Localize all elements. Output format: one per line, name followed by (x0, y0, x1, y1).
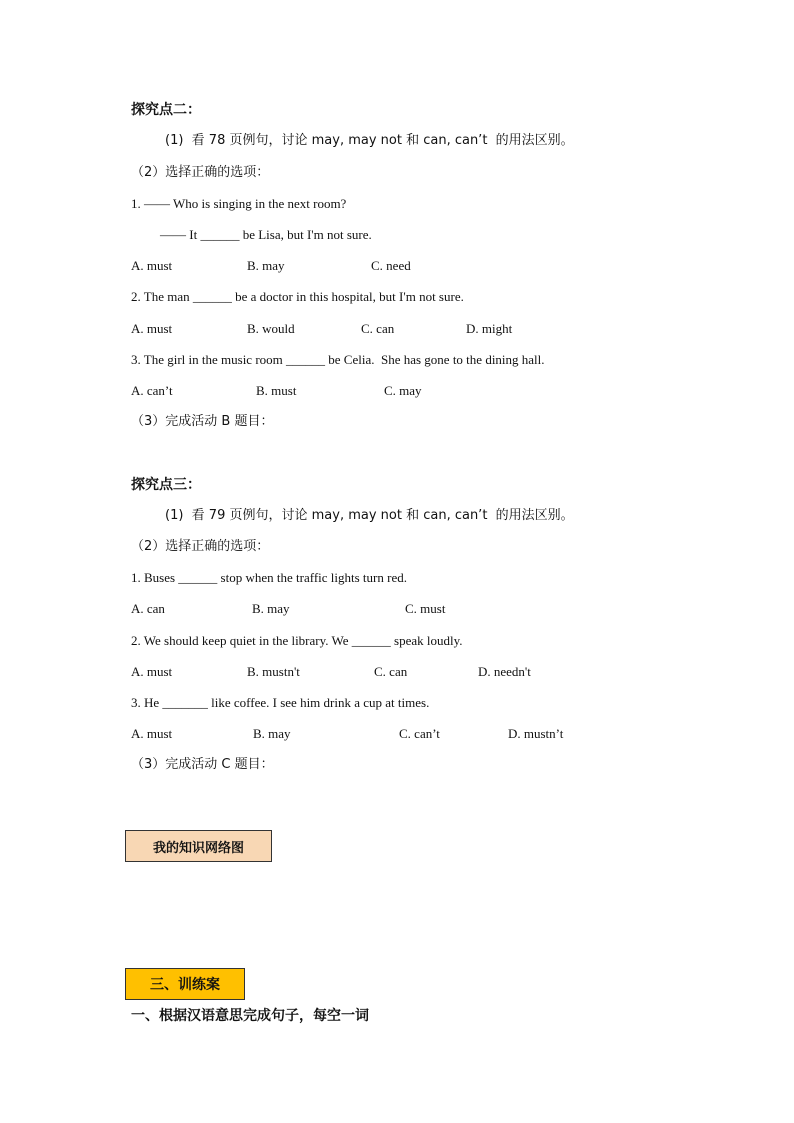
section-2-title: 探究点二： (131, 102, 201, 118)
s2-q3-option-b: B. must (256, 383, 297, 398)
s2-q2-option-b: B. would (247, 321, 295, 336)
s3-question-2: 2. We should keep quiet in the library. We ______ speak loudly. (131, 633, 463, 648)
s2-q2-option-d: D. might (466, 321, 513, 336)
s3-q1-option-c: C. must (405, 601, 446, 616)
training-section-box: 三、训练案 (125, 968, 245, 1000)
s2-question-2: 2. The man ______ be a doctor in this hospital, but I'm not sure. (131, 289, 464, 304)
section-2-instruction-1: (1) 看 78 页例句，讨论 may, may not 和 can, can’t 的用法区别。 (165, 133, 574, 148)
s2-question-1-reply: —— It ______ be Lisa, but I'm not sure. (160, 227, 372, 242)
training-subheading: 一、根据汉语意思完成句子，每空一词 (131, 1008, 369, 1024)
s3-q3-option-c: C. can’t (399, 726, 440, 741)
section-3-instruction-3: （3）完成活动 C 题目： (131, 757, 274, 772)
s3-q2-option-a: A. must (131, 664, 173, 679)
section-3-instruction-2: （2）选择正确的选项： (131, 539, 270, 554)
s3-q3-option-d: D. mustn’t (508, 726, 564, 741)
s2-q1-option-a: A. must (131, 258, 173, 273)
section-3-instruction-1: (1) 看 79 页例句，讨论 may, may not 和 can, can’t 的用法区别。 (165, 508, 574, 523)
s2-question-3: 3. The girl in the music room ______ be Celia. She has gone to the dining hall. (131, 352, 545, 367)
s2-q3-option-c: C. may (384, 383, 422, 398)
s3-q2-option-d: D. needn't (478, 664, 531, 679)
s3-q1-option-a: A. can (131, 601, 165, 616)
s2-q2-option-c: C. can (361, 321, 395, 336)
s3-q1-option-b: B. may (252, 601, 290, 616)
s2-q1-option-c: C. need (371, 258, 411, 273)
s3-question-3: 3. He _______ like coffee. I see him drink a cup at times. (131, 695, 430, 710)
s2-q1-option-b: B. may (247, 258, 285, 273)
s3-q3-option-a: A. must (131, 726, 173, 741)
s3-q3-option-b: B. may (253, 726, 291, 741)
section-3-title: 探究点三： (131, 477, 201, 493)
s3-question-1: 1. Buses ______ stop when the traffic lights turn red. (131, 570, 407, 585)
s2-question-1: 1. —— Who is singing in the next room? (131, 196, 347, 211)
section-2-instruction-3: （3）完成活动 B 题目： (131, 414, 274, 429)
s2-q2-option-a: A. must (131, 321, 173, 336)
s3-q2-option-b: B. mustn't (247, 664, 300, 679)
section-2-instruction-2: （2）选择正确的选项： (131, 165, 270, 180)
s3-q2-option-c: C. can (374, 664, 408, 679)
s2-q3-option-a: A. can’t (131, 383, 173, 398)
knowledge-network-box: 我的知识网络图 (125, 830, 272, 862)
